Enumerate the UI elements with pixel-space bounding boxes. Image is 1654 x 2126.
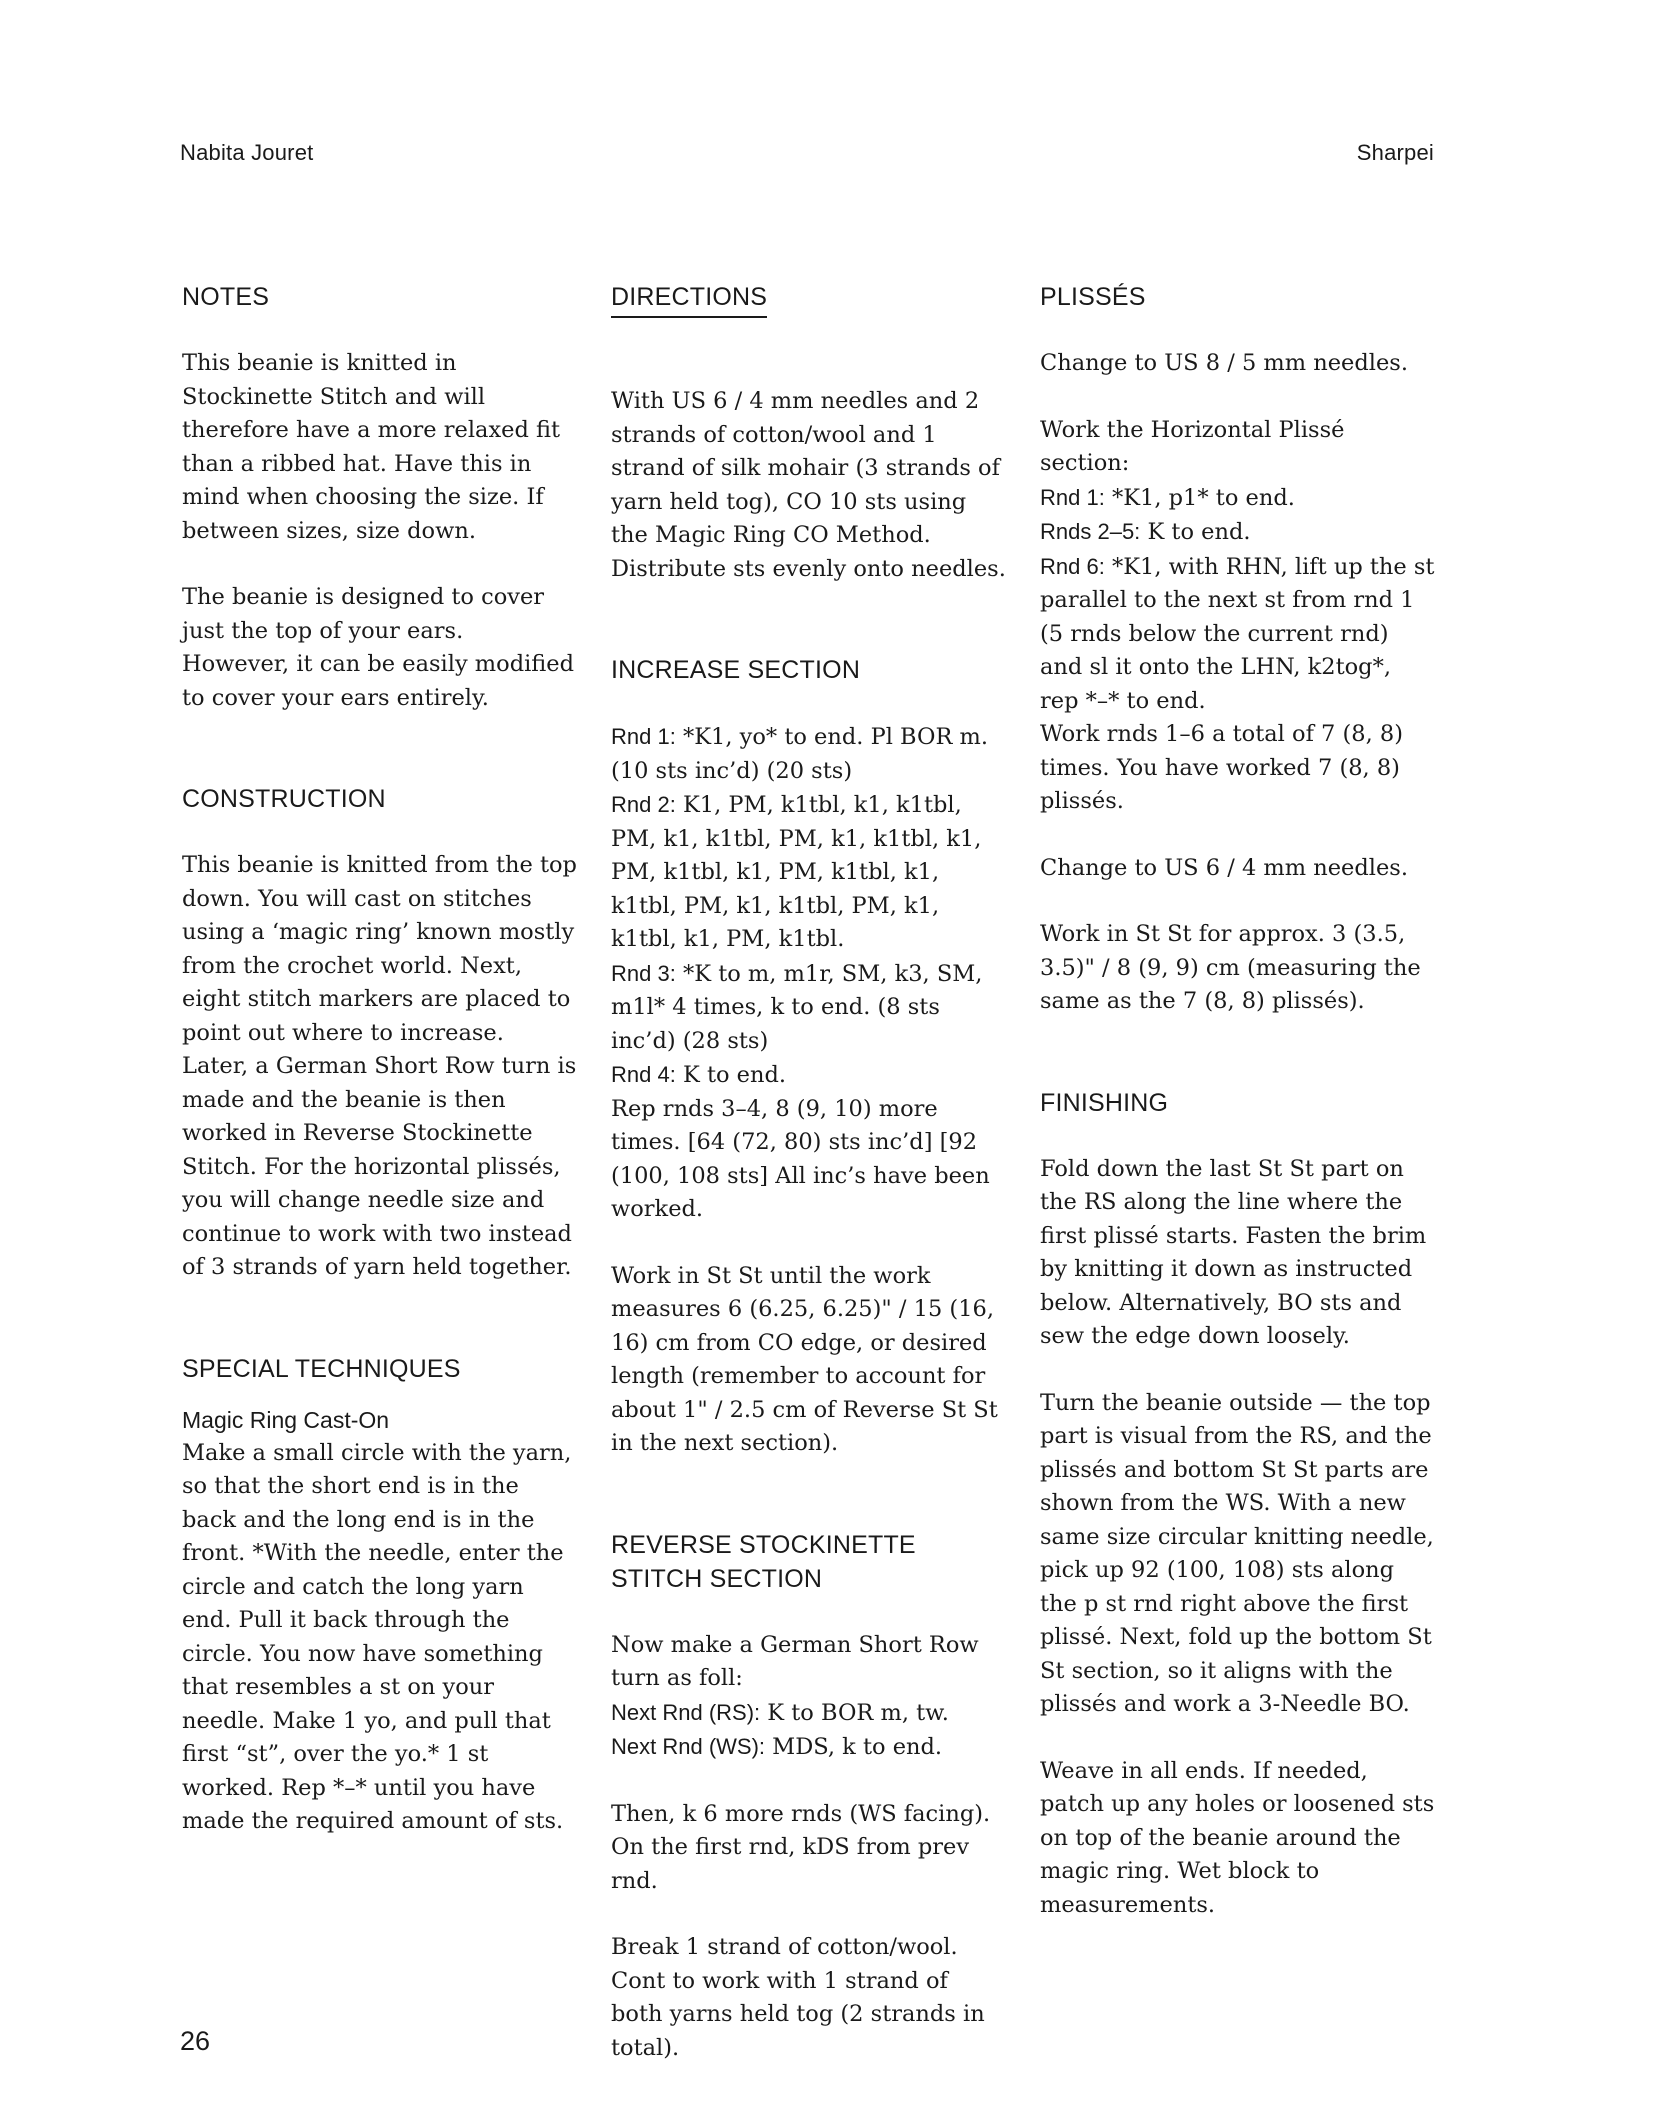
next-rnd-ws-text: MDS, k to end. — [765, 1734, 943, 1760]
plisse-rnds-2-5-label: Rnds 2–5: — [1040, 519, 1141, 544]
next-rnd-rs-text: K to BOR m, tw. — [760, 1699, 949, 1726]
rnd-3-text: *K to m, m1r, SM, k3, SM, m1l* 4 times, k to end. (8 sts inc’d) (28 sts) — [611, 960, 983, 1054]
repeat-text: Rep rnds 3–4, 8 (9, 10) more times. [64 (72, 80) sts inc’d] [92 (100, 108 sts] All inc’s have been worked. — [611, 1095, 990, 1222]
rnd-1-label: Rnd 1: — [611, 724, 676, 749]
plisses-heading: PLISSÉS — [1040, 283, 1146, 311]
plisses-paragraph-1: Change to US 8 / 5 mm needles. — [1040, 350, 1408, 376]
reverse-instructions — [611, 1629, 1006, 1765]
special-techniques-heading: SPECIAL TECHNIQUES — [182, 1354, 461, 1383]
stockinette-paragraph: Work in St St until the work measures 6 (6.25, 6.25)" / 15 (16, 16) cm from CO edge, or desired length (remember to account for about 1" / 2.5 cm of Reverse St St in the next section). — [611, 1262, 998, 1456]
increase-section-heading: INCREASE SECTION — [611, 656, 861, 684]
running-head-author: Nabita Jouret — [180, 140, 314, 165]
rnd-4-text: K to end. — [675, 1062, 787, 1088]
directions-paragraph: With US 6 / 4 mm needles and 2 strands of cotton/wool and 1 strand of silk mohair (3 strands of yarn held tog), CO 10 sts using the Magic Ring CO Method. Distribute sts evenly onto needles. — [611, 388, 1006, 582]
plisse-rnds-2-5-text: K to end. — [1140, 519, 1251, 545]
plisse-rnd-1-text: *K1, p1* to end. — [1104, 484, 1295, 511]
finishing-paragraph-2: Turn the beanie outside — the top part is visual from the RS, and the plissés and bottom St St parts are shown from the WS. With a new same size circular knitting needle, pick up 92 (100, 108) sts along the p st rnd right above the first plissé. Next, fold up the bottom St St section, so it aligns with the plissés and work a 3-Needle BO. — [1040, 1389, 1434, 1717]
column-middle — [611, 280, 1006, 2065]
column-left — [182, 280, 577, 1839]
notes-paragraph-1: This beanie is knitted in Stockinette Stitch and will therefore have a more relaxed fit than a ribbed hat. Have this in mind when choosing the size. If between sizes, size down. — [182, 350, 561, 544]
running-head-title: Sharpei — [1356, 140, 1434, 165]
plisses-paragraph-2: Change to US 6 / 4 mm needles. — [1040, 854, 1408, 881]
magic-ring-heading: Magic Ring Cast-On — [182, 1406, 390, 1433]
notes-paragraph-2: The beanie is designed to cover just the top of your ears. However, it can be easily modified to cover your ears entirely. — [182, 584, 575, 711]
reverse-paragraph-3: Break 1 strand of cotton/wool. Cont to work with 1 strand of both yarns held tog (2 strands in total). — [611, 1934, 985, 2061]
rnd-1-text: *K1, yo* to end. Pl BOR m. (10 sts inc’d) (20 sts) — [611, 724, 989, 784]
plisse-rnd-1-label: Rnd 1: — [1040, 484, 1105, 510]
reverse-intro: Now make a German Short Row turn as foll: — [611, 1631, 979, 1691]
plisse-intro: Work the Horizontal Plissé section: — [1040, 416, 1345, 476]
plisse-work-text: Work rnds 1–6 a total of 7 (8, 8) times. You have worked 7 (8, 8) plissés. — [1040, 721, 1404, 814]
reverse-stockinette-heading: REVERSE STOCKINETTE STITCH SECTION — [611, 1530, 916, 1593]
next-rnd-ws-label: Next Rnd (WS): — [611, 1734, 766, 1759]
rnd-4-label: Rnd 4: — [611, 1062, 676, 1087]
directions-heading: DIRECTIONS — [611, 280, 767, 318]
construction-heading: CONSTRUCTION — [182, 785, 386, 813]
reverse-paragraph-2: Then, k 6 more rnds (WS facing). On the first rnd, kDS from prev rnd. — [611, 1800, 991, 1894]
rnd-2-label: Rnd 2: — [611, 792, 676, 817]
increase-instructions — [611, 720, 1006, 1227]
plisse-rnd-6-label: Rnd 6: — [1040, 553, 1105, 579]
rnd-3-label: Rnd 3: — [611, 960, 676, 986]
plisse-instructions — [1040, 414, 1435, 819]
page-number: 26 — [180, 2026, 211, 2056]
plisse-rnd-6-text: *K1, with RHN, lift up the st parallel to the next st from rnd 1 (5 rnds below the current rnd) and sl it onto the LHN, k2tog*, rep *–* to end. — [1040, 553, 1435, 714]
finishing-paragraph-3: Weave in all ends. If needed, patch up any holes or loosened sts on top of the beanie around the magic ring. Wet block to measurements. — [1040, 1757, 1435, 1918]
magic-ring-paragraph: Make a small circle with the yarn, so that the short end is in the back and the long end is in the front. *With the needle, enter the circle and catch the long yarn end. Pull it back through the circle. You now have something that resembles a st on your needle. Make 1 yo, and pull that first “st”, over the yo.* 1 st worked. Rep *–* until you have made the required amount of sts. — [182, 1439, 572, 1834]
finishing-heading: FINISHING — [1040, 1088, 1169, 1117]
construction-paragraph: This beanie is knitted from the top down. You will cast on stitches using a ‘magic ring’ known mostly from the crochet world. Next, eight stitch markers are placed to point out where to increase. Later, a German Short Row turn is made and the beanie is then worked in Reverse Stockinette Stitch. For the horizontal plissés, you will change needle size and continue to work with two instead of 3 strands of yarn held together. — [182, 852, 577, 1280]
next-rnd-rs-label: Next Rnd (RS): — [611, 1699, 761, 1725]
plisses-paragraph-3: Work in St St for approx. 3 (3.5, 3.5)" / 8 (9, 9) cm (measuring the same as the 7 (8, 8) plissés). — [1040, 921, 1421, 1014]
rnd-2-text: K1, PM, k1tbl, k1, k1tbl, PM, k1, k1tbl, PM, k1, k1tbl, k1, PM, k1tbl, k1, PM, k1tbl, k1, k1tbl, PM, k1, k1tbl, PM, k1, k1tbl, k1, PM, k1tbl. — [611, 792, 982, 952]
column-right — [1040, 280, 1435, 1922]
notes-heading: NOTES — [182, 283, 270, 311]
finishing-paragraph-1: Fold down the last St St part on the RS along the line where the first plissé starts. Fasten the brim by knitting it down as instructed below. Alternatively, BO sts and sew the edge down loosely. — [1040, 1155, 1427, 1349]
